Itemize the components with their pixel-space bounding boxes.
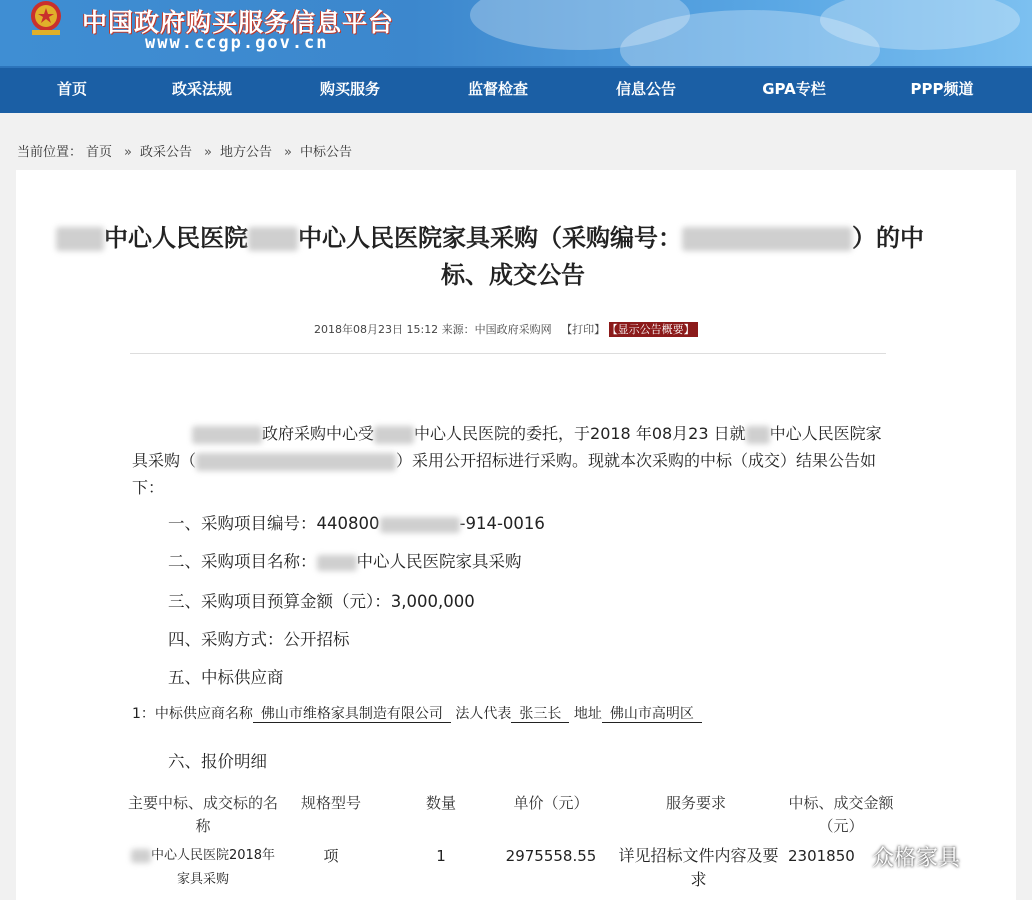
item-project-number: 一、采购项目编号：440800 -914-0016 — [168, 514, 545, 533]
redacted-text — [131, 849, 151, 863]
redacted-text — [196, 453, 396, 471]
source: 来源：中国政府采购网 — [441, 323, 552, 336]
supplier-address: 佛山市高明区 — [602, 706, 702, 723]
breadcrumb-prefix: 当前位置： — [17, 145, 83, 160]
breadcrumb-notices[interactable]: 政采公告 — [140, 145, 193, 160]
redacted-text — [248, 227, 298, 251]
redacted-text — [682, 227, 852, 251]
table-cell-unit-price: 2975558.55 — [505, 847, 597, 865]
table-header-amount: 中标、成交金额（元） — [788, 794, 894, 835]
article-title: 中心人民医院 中心人民医院家具采购（采购编号： ）的中 标、成交公告 — [56, 220, 996, 294]
redacted-text — [746, 426, 770, 444]
nav-announcements[interactable]: 信息公告 — [615, 80, 676, 98]
supplier-name: 佛山市维格家具制造有限公司 — [253, 706, 451, 723]
table-header-service: 服务要求 — [665, 794, 726, 812]
table-cell-service: 详见招标文件内容及要求 — [618, 846, 779, 889]
site-name[interactable]: 中国政府购买服务信息平台 — [82, 8, 395, 37]
nav-gpa[interactable]: GPA专栏 — [762, 80, 826, 98]
supplier-line: 1：中标供应商名称 佛山市维格家具制造有限公司 法人代表 张三长 地址 佛山市高明区 — [132, 703, 702, 723]
watermark-text: 众格家具 — [872, 846, 961, 871]
nav-policy[interactable]: 政采法规 — [171, 80, 232, 98]
breadcrumb-separator: » — [124, 145, 132, 160]
show-summary-button[interactable]: 【显示公告概要】 — [609, 322, 698, 337]
breadcrumb-home[interactable]: 首页 — [86, 145, 113, 160]
redacted-text — [374, 426, 414, 444]
item-method: 四、采购方式：公开招标 — [168, 630, 350, 649]
site-banner — [0, 0, 1032, 66]
table-cell-qty: 1 — [436, 847, 446, 865]
redacted-text — [56, 227, 104, 251]
redacted-text — [192, 426, 262, 444]
table-cell-spec: 项 — [323, 847, 339, 865]
main-nav — [0, 66, 1032, 113]
breadcrumb-local-notices[interactable]: 地方公告 — [219, 145, 272, 160]
nav-services[interactable]: 购买服务 — [319, 80, 380, 98]
breadcrumb — [17, 141, 356, 160]
table-header-qty: 数量 — [425, 794, 456, 812]
redacted-text — [317, 555, 357, 571]
article-title-line2: 标、成交公告 — [441, 261, 585, 289]
item-price-detail-heading: 六、报价明细 — [168, 752, 267, 771]
site-url[interactable]: www.ccgp.gov.cn — [145, 33, 329, 53]
intro-paragraph: 政府采购中心受 中心人民医院的委托，于2018 年08月23 日就 中心人民医院家具采购（ ）采用公开招标进行采购。现就本次采购的中标（成交）结果公告如下： — [132, 424, 882, 497]
breadcrumb-separator: » — [204, 145, 212, 160]
breadcrumb-award-notices[interactable]: 中标公告 — [299, 145, 352, 160]
table-header-item-name: 主要中标、成交标的名称 — [128, 794, 279, 835]
item-supplier-heading: 五、中标供应商 — [168, 668, 284, 687]
article-card — [16, 170, 1016, 900]
legal-rep: 张三长 — [511, 706, 569, 723]
table-header-spec: 规格型号 — [300, 794, 361, 812]
article-meta — [314, 321, 698, 337]
redacted-text — [380, 517, 460, 533]
table-header-unit-price: 单价（元） — [513, 794, 589, 812]
nav-ppp[interactable]: PPP频道 — [910, 80, 974, 98]
item-project-name: 二、采购项目名称： 中心人民医院家具采购 — [168, 552, 522, 571]
publish-date: 2018年08月23日 15:12 — [314, 323, 439, 336]
print-link[interactable]: 【打印】 — [561, 323, 606, 336]
nav-supervision[interactable]: 监督检查 — [467, 80, 528, 98]
table-cell-item-name: 中心人民医院2018年家具采购 — [128, 844, 278, 892]
item-budget: 三、采购项目预算金额（元）：3,000,000 — [168, 592, 475, 611]
nav-home[interactable]: 首页 — [56, 80, 87, 98]
table-cell-amount: 2301850 — [788, 847, 855, 865]
divider — [130, 353, 886, 354]
breadcrumb-separator: » — [284, 145, 292, 160]
national-emblem-icon — [18, 0, 74, 40]
